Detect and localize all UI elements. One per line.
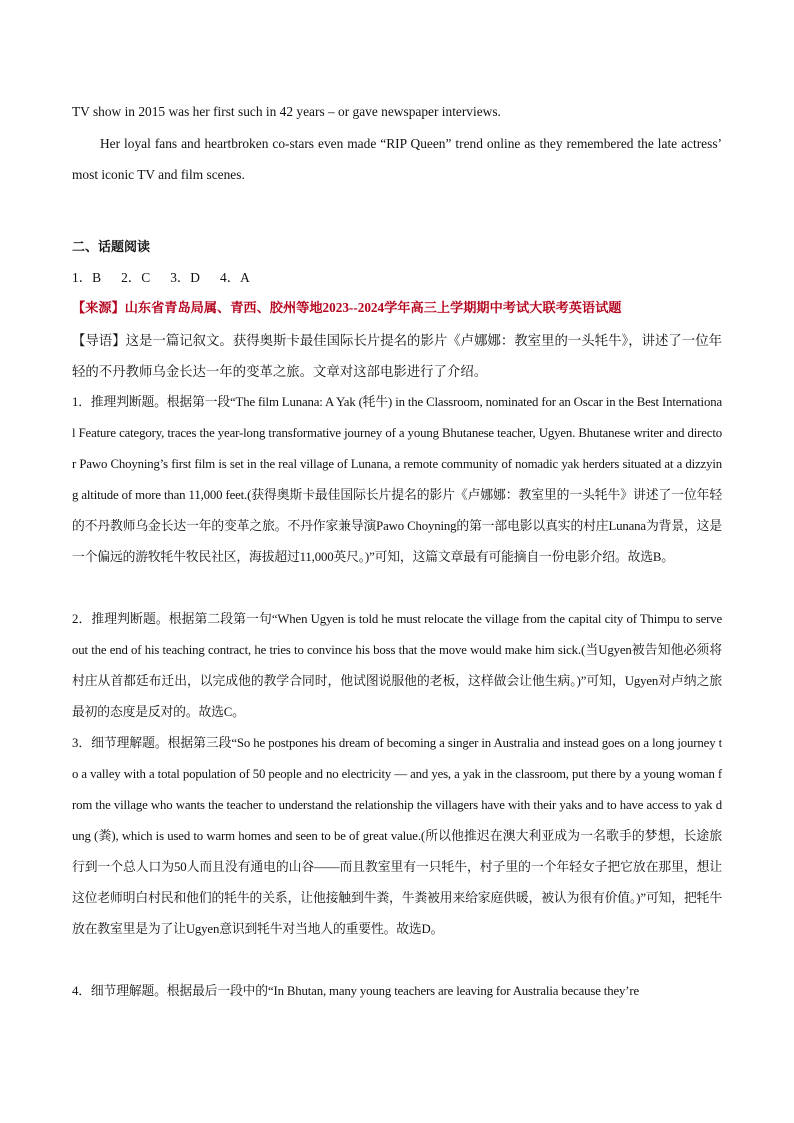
explanation-2: 2．推理判断题。根据第二段第一句“When Ugyen is told he must relocate the village from the capital city of Thimpu to serve out the end of his teaching contract, he tries to convince his boss that the move would make him sick.(当Ugyen被告知他必须将村庄从首都廷布迁出，以完成他的教学合同时，他试图说服他的老板，这样做会让他生病。)”可知，Ugyen对卢纳之旅最初的态度是反对的。故选C。 [72, 612, 722, 719]
guide-paragraph: 【导语】这是一篇记叙文。获得奥斯卡最佳国际长片提名的影片《卢娜娜：教室里的一头牦牛》，讲述了一位年轻的不丹教师乌金长达一年的变革之旅。文章对这部电影进行了介绍。 [72, 333, 722, 379]
answer-key: 1．B 2．C 3．D 4．A [72, 270, 250, 285]
explanation-4: 4．细节理解题。根据最后一段中的“In Bhutan, many young teachers are leaving for Australia because they’re [72, 984, 639, 998]
carryover-paragraph: Her loyal fans and heartbroken co-stars even made “RIP Queen” trend online as they remembered the late actress’ most iconic TV and film scenes. [72, 136, 722, 182]
section-title: 二、话题阅读 [72, 240, 151, 255]
source-line: 【来源】山东省青岛局属、青西、胶州等地2023--2024学年高三上学期期中考试大联考英语试题 [72, 300, 622, 315]
explanation-1: 1．推理判断题。根据第一段“The film Lunana: A Yak (牦牛) in the Classroom, nominated for an Oscar in the Best International Feature category, traces the year-long transformative journey of a young Bhutanese teacher, Ugyen. Bhutanese writer and director Pawo Choyning’s first film is set in the real village of Lunana, a remote community of nomadic yak herders situated at a dizzying altitude of more than 11,000 feet.(获得奥斯卡最佳国际长片提名的影片《卢娜娜：教室里的一头牦牛》讲述了一位年轻的不丹教师乌金长达一年的变革之旅。不丹作家兼导演Pawo Choyning的第一部电影以真实的村庄Lunana为背景，这是一个偏远的游牧牦牛牧民社区，海拔超过11,000英尺。)”可知，这篇文章最有可能摘自一份电影介绍。故选B。 [72, 395, 722, 564]
carryover-line: TV show in 2015 was her first such in 42 years – or gave newspaper interviews. [72, 104, 501, 119]
explanation-3: 3．细节理解题。根据第三段“So he postpones his dream of becoming a singer in Australia and instead goes on a long journey to a valley with a total population of 50 people and no electricity — and yes, a yak in the classroom, put there by a young woman from the village who wants the teacher to understand the relationship the villagers have with their yaks and to have access to yak dung (粪), which is used to warm homes and seen to be of great value.(所以他推迟在澳大利亚成为一名歌手的梦想，长途旅行到一个总人口为50人而且没有通电的山谷——而且教室里有一只牦牛，村子里的一个年轻女子把它放在那里，想让这位老师明白村民和他们的牦牛的关系，让他接触到牛粪，牛粪被用来给家庭供暖，被认为很有价值。)”可知，把牦牛放在教室里是为了让Ugyen意识到牦牛对当地人的重要性。故选D。 [72, 736, 722, 936]
